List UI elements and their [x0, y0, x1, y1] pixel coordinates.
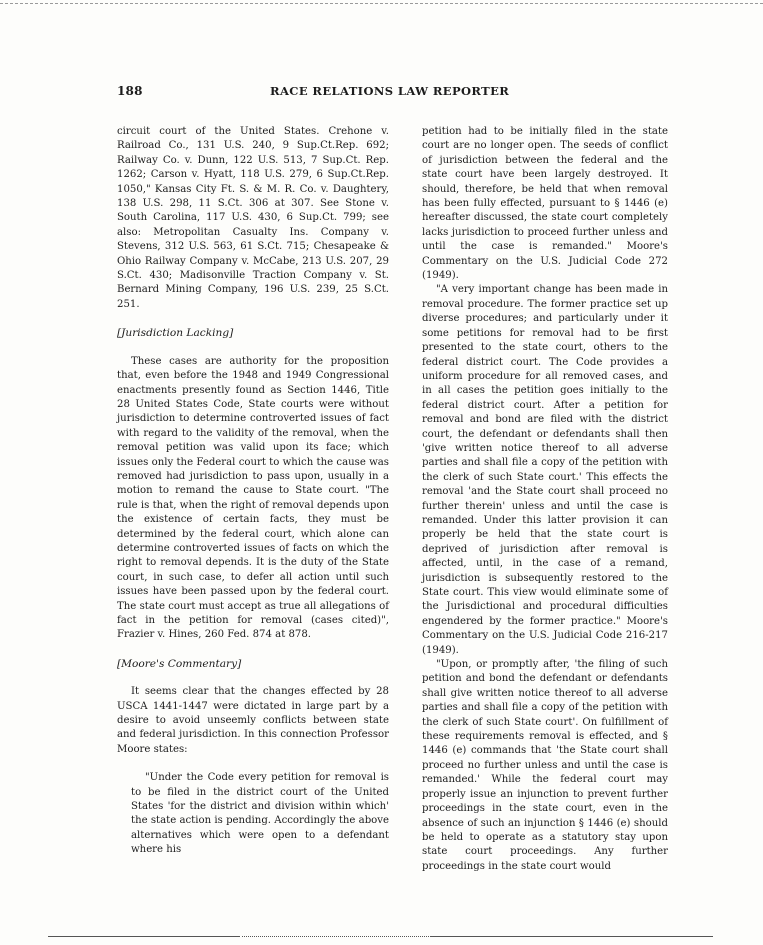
section-heading-moores-commentary: [Moore's Commentary] — [117, 657, 242, 670]
left-paragraph-citations: circuit court of the United States. Crehone v. Railroad Co., 131 U.S. 240, 9 Sup.Ct.Rep. 692; Railway Co. v. Dunn, 122 U.S. 513, 7 Sup.Ct. Rep. 1262; Carson v. Hyatt, 118 U.S. 279, 6 Sup.Ct.Rep. 1050," Kansas City Ft. S. & M. R. Co. v. Daughtery, 138 U.S. 298, 11 S.Ct. 306 at 307. See Stone v. South Carolina, 117 U.S. 430, 6 Sup.Ct. 799; see also: Metropolitan Casualty Ins. Company v. Stevens, 312 U.S. 563, 61 S.Ct. 715; Chesapeake & Ohio Railway Company v. McCabe, 213 U.S. 207, 29 S.Ct. 430; Madisonville Traction Company v. St. Bernard Mining Company, 196 U.S. 239, 25 S.Ct. 251. — [117, 126, 389, 310]
section-heading-jurisdiction-lacking: [Jurisdiction Lacking] — [117, 327, 234, 340]
page-top-border — [0, 3, 763, 4]
left-block-quote: "Under the Code every petition for removal is to be filed in the district court of the United States 'for the district and division within which' the state action is pending. Accordingly the above alternatives which were open to a defendant where his — [131, 772, 389, 856]
left-paragraph-changes: It seems clear that the changes effected by 28 USCA 1441-1447 were dictated in large part by a desire to avoid unseemly conflicts between state and federal jurisdiction. In this connection Professor Moore states: — [117, 686, 389, 755]
right-column — [422, 125, 668, 874]
right-paragraph-continuation: petition had to be initially filed in the state court are no longer open. The seeds of conflict of jurisdiction between the federal and the state court have been largely destroyed. It should, therefore, be held that when removal has been fully effected, pursuant to § 1446 (e) hereafter discussed, the state court completely lacks jurisdiction to proceed further unless and until the case is remanded." Moore's Commentary on the U.S. Judicial Code 272 (1949). — [422, 126, 668, 282]
right-paragraph-procedure-change: "A very important change has been made in removal procedure. The former practice set up diverse procedures; and particularly under it some petitions for removal had to be first presented to the state court, others to the federal district court. The Code provides a uniform procedure for all removed cases, and in all cases the petition goes initially to the federal district court. After a petition for removal and bond are filed with the district court, the defendant or defendants shall then 'give written notice thereof to all adverse parties and shall file a copy of the petition with the clerk of such State court.' This effects the removal 'and the State court shall proceed no further therein' unless and until the case is remanded. Under this latter provision it can properly be held that the state court is deprived of jurisdiction after removal is affected, until, in the case of a remand, jurisdiction is subsequently restored to the State court. This view would eliminate some of the Jurisdictional and procedural difficulties engendered by the former practice." Moore's Commentary on the U.S. Judicial Code 216-217 (1949). — [422, 284, 668, 656]
left-column — [117, 125, 389, 858]
page-bottom-rule-gap — [240, 936, 430, 937]
running-head: RACE RELATIONS LAW REPORTER — [270, 84, 510, 98]
right-paragraph-notice: "Upon, or promptly after, 'the filing of such petition and bond the defendant or defendants shall give written notice thereof to all adverse parties and shall file a copy of the petition with the clerk of such State court'. On fulfillment of these requirements removal is effected, and § 1446 (e) commands that 'the State court shall proceed no further unless and until the case is remanded.' While the federal court may properly issue an injunction to prevent further proceedings in the state court, even in the absence of such an injunction § 1446 (e) should be held to operate as a statutory stay upon state court proceedings. Any further proceedings in the state court would — [422, 659, 668, 872]
left-paragraph-jurisdiction: These cases are authority for the proposition that, even before the 1948 and 1949 Congressional enactments presently found as Section 1446, Title 28 United States Code, State courts were without jurisdiction to determine controverted issues of fact with regard to the validity of the removal, when the removal petition was valid upon its face; which issues only the Federal court to which the cause was removed had jurisdiction to pass upon, usually in a motion to remand the cause to State court. "The rule is that, when the right of removal depends upon the existence of certain facts, they must be determined by the federal court, which alone can determine controverted issues of facts on which the right to removal depends. It is the duty of the State court, in such case, to defer all action until such issues have been passed upon by the federal court. The state court must accept as true all allegations of fact in the petition for removal (cases cited)", Frazier v. Hines, 260 Fed. 874 at 878. — [117, 355, 389, 641]
page-number: 188 — [117, 84, 143, 98]
